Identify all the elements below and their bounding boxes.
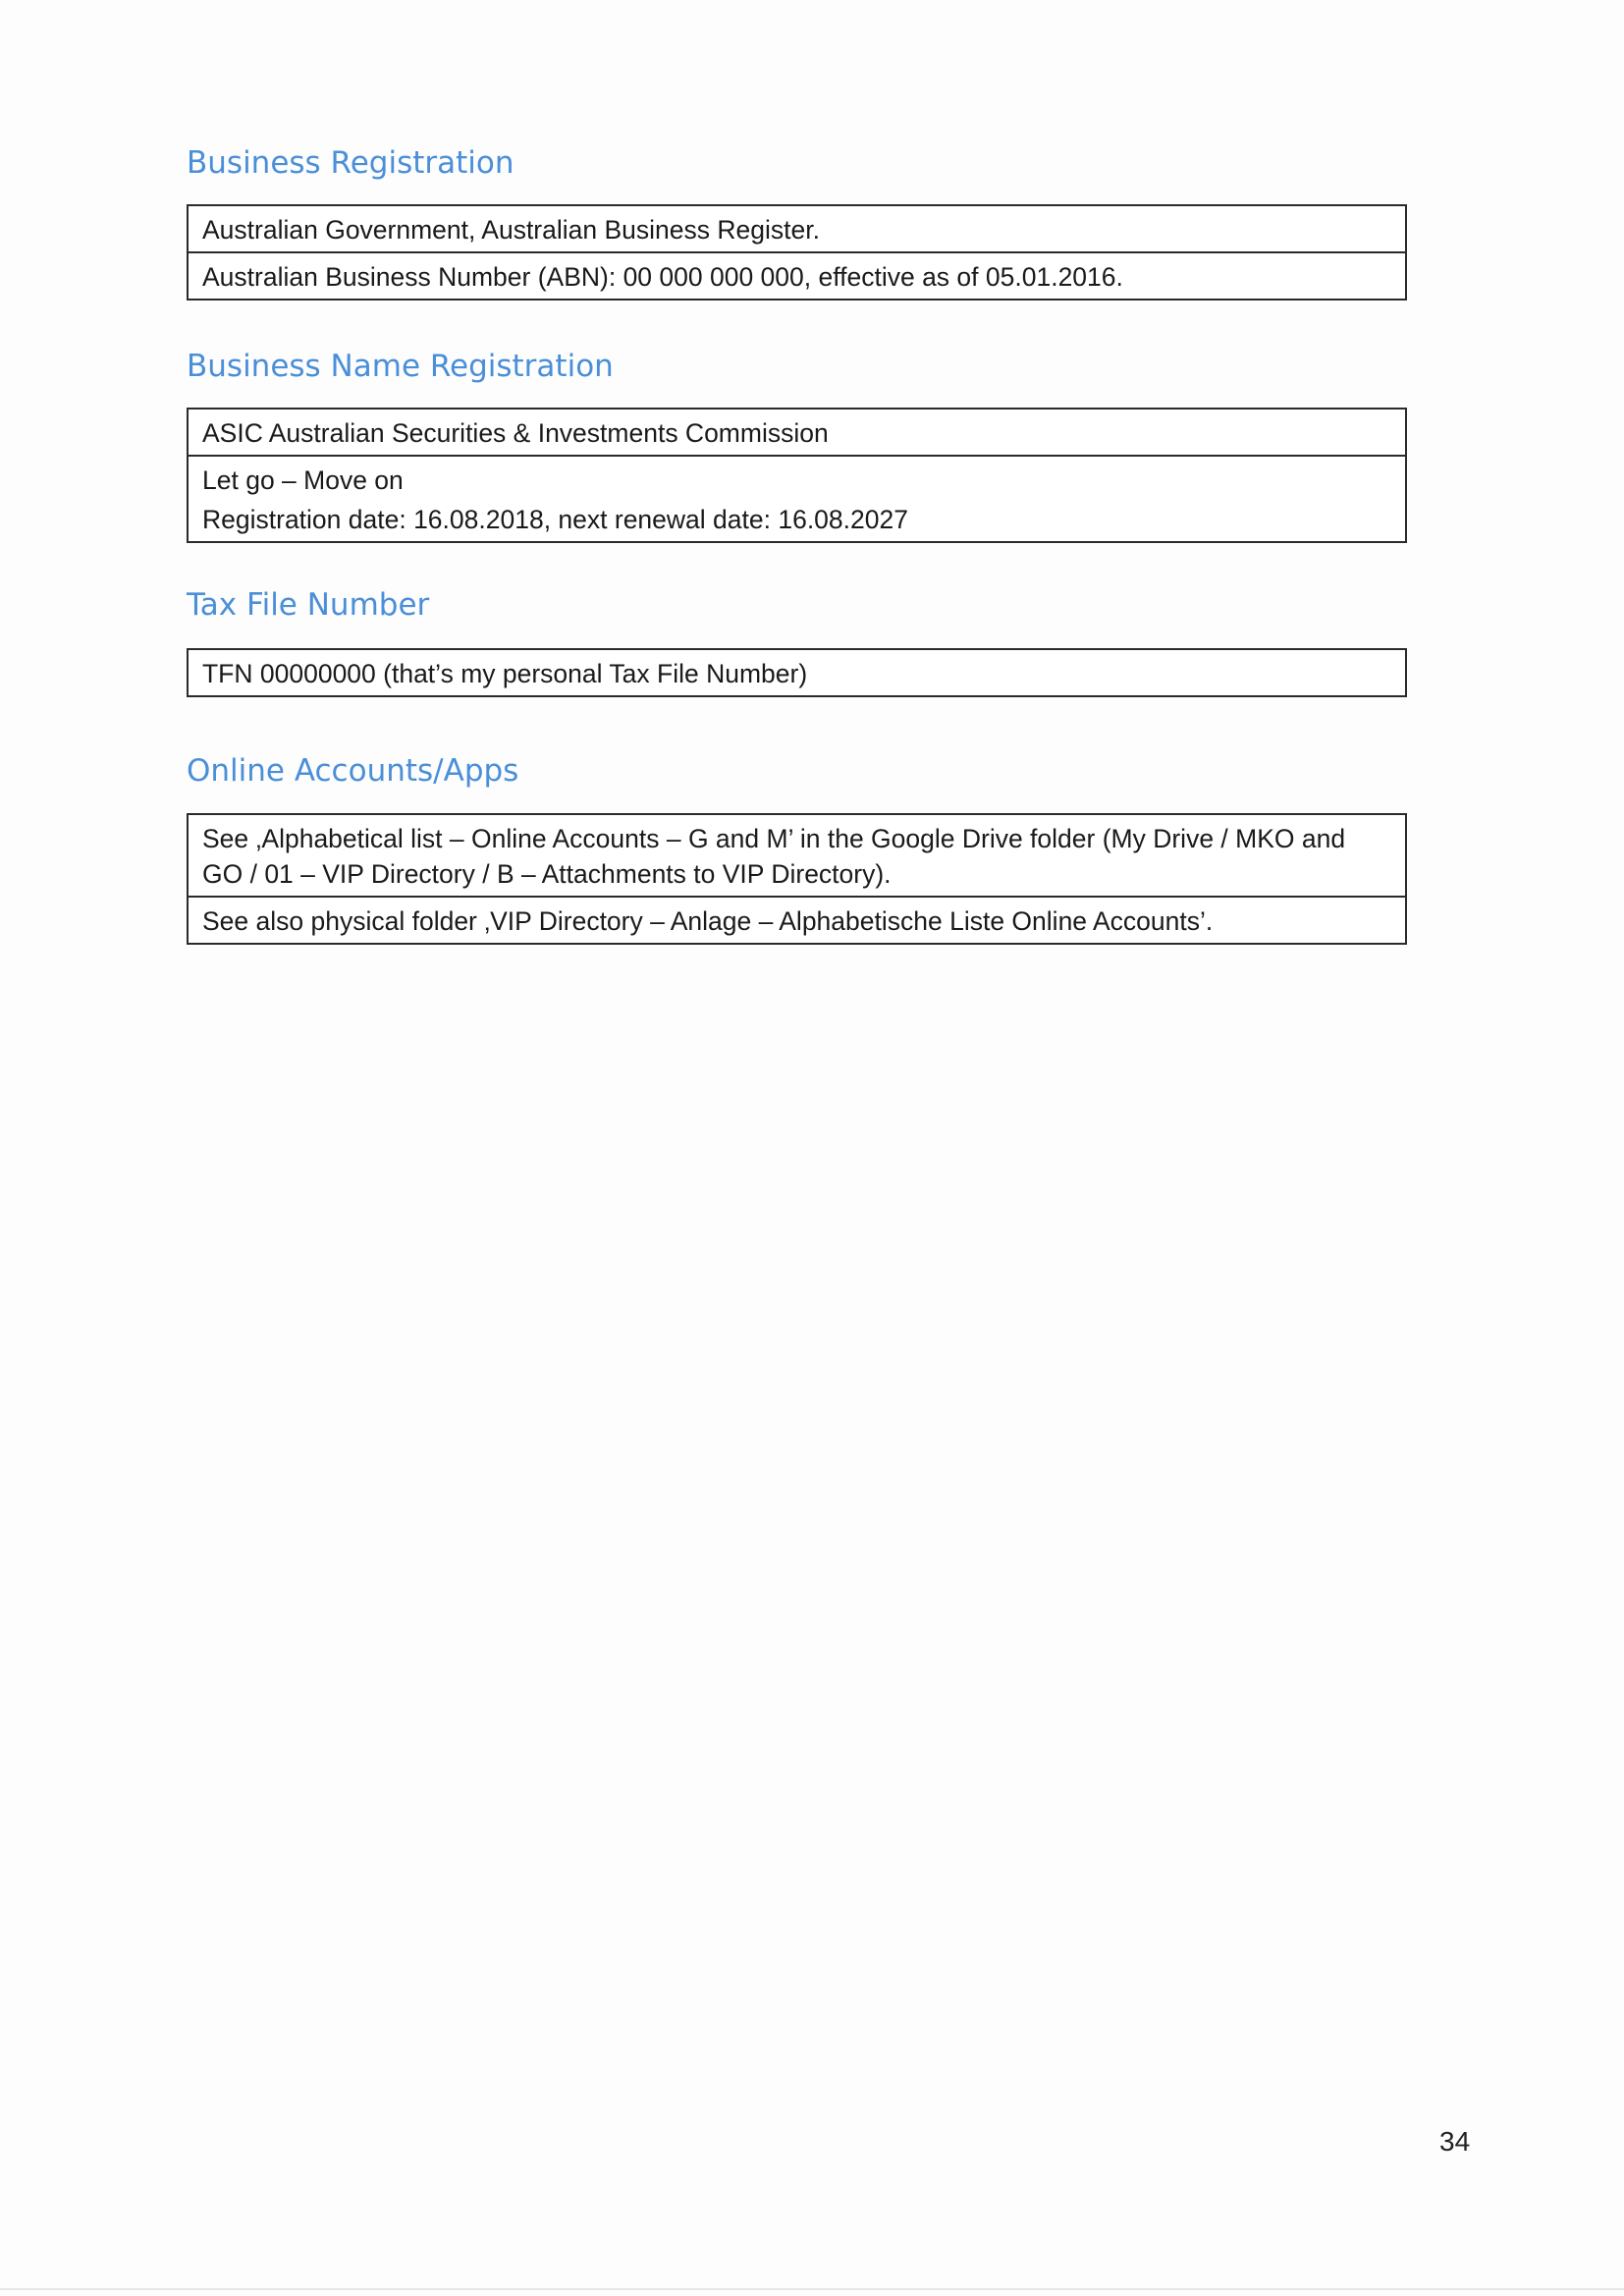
abn-row: Australian Business Number (ABN): 00 000 000 000, effective as of 05.01.2016.	[189, 251, 1405, 299]
online-accounts-heading: Online Accounts/Apps	[187, 753, 519, 789]
business-registration-heading: Business Registration	[187, 145, 514, 181]
asic-row: ASIC Australian Securities & Investments Commission	[202, 418, 829, 448]
google-drive-list-row: See ‚Alphabetical list – Online Accounts – G and M’ in the Google Drive folder (My Drive / MKO and GO / 01 – VIP Directory / B – Attachments to VIP Directory).	[202, 824, 1346, 889]
tax-file-number-table	[187, 648, 1407, 697]
page-number: 34	[1439, 2126, 1471, 2157]
scan-edge-divider	[0, 2288, 1624, 2290]
abr-register-row: Australian Government, Australian Business Register.	[202, 215, 820, 245]
business-name-registration-table	[187, 408, 1407, 543]
registration-dates-row: Registration date: 16.08.2018, next renewal date: 16.08.2027	[202, 505, 908, 534]
online-accounts-table	[187, 813, 1407, 945]
physical-folder-row: See also physical folder ‚VIP Directory – Anlage – Alphabetische Liste Online Accounts’.	[189, 896, 1405, 943]
business-name-registration-heading: Business Name Registration	[187, 349, 614, 384]
tfn-row: TFN 00000000 (that’s my personal Tax File Number)	[202, 659, 808, 688]
business-registration-table	[187, 204, 1407, 301]
business-name-row: Let go – Move on	[189, 455, 1405, 502]
tax-file-number-heading: Tax File Number	[187, 587, 430, 623]
